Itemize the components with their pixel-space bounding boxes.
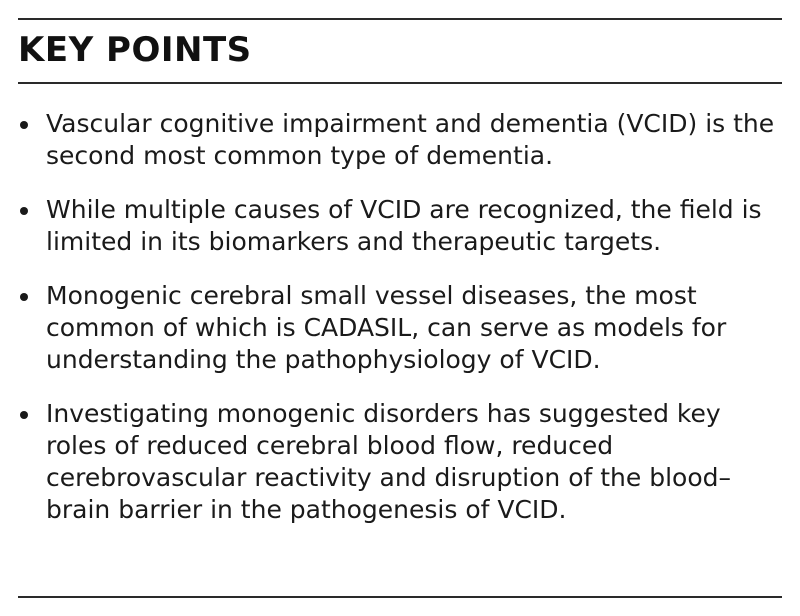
bullet-icon — [20, 121, 28, 129]
bullet-icon — [20, 411, 28, 419]
key-points-title: KEY POINTS — [18, 30, 252, 70]
key-point-text: Monogenic cerebral small vessel diseases, the most common of which is CADASIL, can serve as models for understanding the pathophysiology of VCID. — [46, 281, 727, 374]
key-point-item — [18, 398, 782, 526]
key-point-item — [18, 194, 782, 258]
key-point-item — [18, 108, 782, 172]
bullet-icon — [20, 207, 28, 215]
bottom-rule — [18, 596, 782, 598]
key-points-list — [18, 108, 782, 548]
key-point-text: Vascular cognitive impairment and dementia (VCID) is the second most common type of dementia. — [46, 109, 775, 170]
title-rule — [18, 82, 782, 84]
key-point-item — [18, 280, 782, 376]
top-rule — [18, 18, 782, 20]
key-points-box — [18, 18, 782, 598]
key-point-text: Investigating monogenic disorders has suggested key roles of reduced cerebral blood flow, reduced cerebrovascular reactivity and disruption of the blood–brain barrier in the pathogenesis of VCID. — [46, 399, 731, 524]
bullet-icon — [20, 293, 28, 301]
key-point-text: While multiple causes of VCID are recognized, the field is limited in its biomarkers and therapeutic targets. — [46, 195, 762, 256]
